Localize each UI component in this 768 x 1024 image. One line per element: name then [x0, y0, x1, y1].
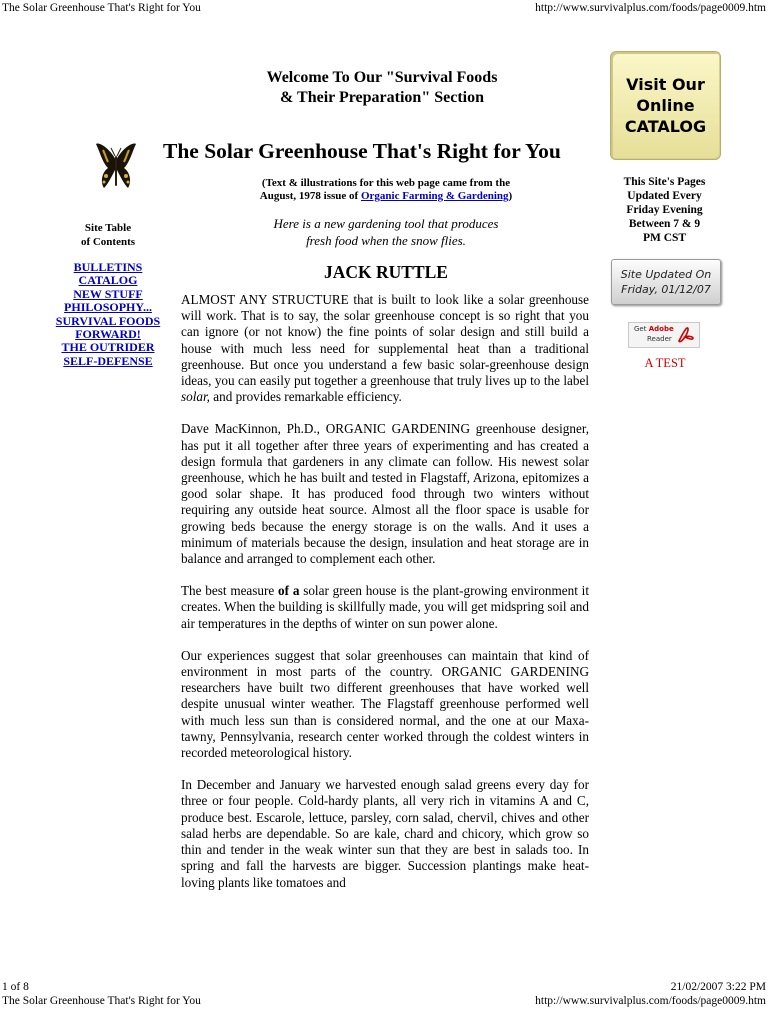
print-header-url: http://www.survivalplus.com/foods/page0009.htm — [535, 2, 766, 14]
update-line: Updated Every — [627, 190, 702, 202]
adobe-brand-label: Adobe — [648, 325, 674, 333]
welcome-line-2: & Their Preparation" Section — [280, 89, 484, 106]
visit-catalog-button[interactable] — [610, 51, 721, 160]
toc-link-catalog[interactable]: CATALOG — [78, 273, 138, 288]
update-line: This Site's Pages — [623, 176, 706, 188]
toc-link-forward[interactable]: FORWARD! — [75, 327, 141, 342]
article-paragraph — [181, 292, 589, 405]
print-footer-url: http://www.survivalplus.com/foods/page0009.htm — [535, 995, 766, 1007]
welcome-line-1: Welcome To Our "Survival Foods — [266, 69, 498, 86]
print-footer-title: The Solar Greenhouse That's Right for You — [2, 995, 201, 1007]
source-note-middle: August, 1978 issue of — [259, 190, 361, 202]
paragraph-text: solar green house is the plant-growing environment it creates. When the building is skillfully made, you will get midspring soil and air temperatures in the depths of winter on sun power alone. — [181, 583, 589, 631]
source-note-prefix: (Text & illustrations for this web page came from the — [261, 177, 511, 189]
catalog-line-3: CATALOG — [624, 117, 707, 136]
bold-of-a: of a — [278, 583, 300, 599]
tagline-line-2: fresh food when the snow flies. — [306, 233, 466, 248]
toc-nav — [48, 261, 168, 368]
source-magazine-link[interactable]: Organic Farming & Gardening — [360, 190, 509, 202]
source-note-suffix: ) — [508, 190, 513, 202]
toc-title-line-2: of Contents — [80, 236, 136, 248]
toc-link-survival-foods[interactable]: SURVIVAL FOODS — [55, 313, 161, 328]
updated-badge-line-1: Site Updated On — [620, 268, 712, 281]
update-line: Friday Evening — [626, 204, 703, 216]
emphasis-solar: solar, — [181, 389, 210, 405]
adobe-reader-icon — [676, 325, 696, 345]
update-line: Between 7 & 9 — [628, 218, 701, 230]
catalog-line-1: Visit Our — [626, 75, 705, 94]
paragraph-text: The best measure — [181, 583, 279, 599]
toc-link-new-stuff[interactable]: NEW STUFF — [73, 286, 143, 301]
welcome-heading — [212, 68, 552, 108]
update-schedule-note — [610, 175, 719, 245]
print-header-title: The Solar Greenhouse That's Right for You — [2, 2, 201, 14]
toc-link-self-defense[interactable]: SELF-DEFENSE — [63, 353, 153, 368]
print-footer-page: 1 of 8 — [2, 981, 29, 993]
toc-link-philosophy[interactable]: PHILOSOPHY... — [64, 300, 152, 315]
article-paragraph: Our experiences suggest that solar greenhouses can maintain that kind of environment in most parts of the country. ORGANIC GARDENING researchers have built two different greenhouses that have worked well despite unusual winter weather. The Flagstaff greenhouse performed well with much less sun than is considered normal, and the one at our Maxa-tawny, Pennsylvania, research center worked through the coldest winters in recorded meteorological history. — [181, 647, 589, 761]
catalog-line-2: Online — [636, 96, 695, 115]
site-updated-badge — [611, 259, 721, 305]
get-adobe-reader-button[interactable] — [628, 322, 700, 348]
tagline-line-1: Here is a new gardening tool that produces — [273, 216, 499, 231]
test-label: A TEST — [644, 356, 686, 370]
toc-link-the-outrider[interactable]: THE OUTRIDER — [61, 340, 155, 355]
butterfly-icon — [94, 140, 138, 196]
adobe-get-text — [634, 325, 674, 334]
article-paragraph: In December and January we harvested enough salad greens every day for three or four people. Cold-hardy plants, all very rich in vitamins A and C, produce best. Escarole, lettuce, parsley, corn salad, chervil, chives and other salad herbs are dependable. So are kale, chard and chicory, which grow so thin and tender in the weak winter sun that they are best in salads too. In spring and fall the harvests are bigger. Succession plantings make heat-loving plants like tomatoes and — [181, 777, 589, 890]
toc-title-line-1: Site Table — [84, 222, 132, 234]
page-title: The Solar Greenhouse That's Right for You — [163, 139, 561, 163]
adobe-reader-label: Reader — [647, 335, 672, 343]
article-paragraph — [181, 583, 589, 632]
article-paragraph: Dave MacKinnon, Ph.D., ORGANIC GARDENING greenhouse designer, has put it all together after three years of experimenting and has created a design formula that gardeners in any climate can follow. His newest solar greenhouse, which he has built and tested in Flagstaff, Arizona, epitomizes a good solar shape. It has produced food through two winters without requiring any outside heat source. Almost all the floor space is usable for growing beds because the energy storage is on the walls. And it uses a minimum of materials because the design, insulation and heat storage are in balance and arranged to complement each other. — [181, 421, 589, 567]
paragraph-text: and provides remarkable efficiency. — [209, 389, 402, 405]
author-name: JACK RUTTLE — [324, 262, 448, 282]
adobe-get-label: Get — [634, 325, 647, 333]
paragraph-text: ALMOST ANY STRUCTURE that is built to look like a solar greenhouse will work. That is to say, the solar greenhouse concept is so right that you can ignore (or not know) the fine points of solar design and still build a house with much less need for supplemental heat than a traditional greenhouse. But once you understand a few basic solar-greenhouse design ideas, you can easily put together a greenhouse that truly lives up to the label — [181, 292, 589, 389]
source-note — [236, 177, 536, 203]
print-footer-datetime: 21/02/2007 3:22 PM — [670, 981, 766, 993]
article-body — [181, 292, 589, 907]
toc-title — [58, 221, 158, 249]
updated-badge-line-2: Friday, 01/12/07 — [621, 283, 711, 296]
toc-link-bulletins[interactable]: BULLETINS — [73, 260, 143, 274]
tagline — [236, 215, 536, 249]
update-line: PM CST — [642, 232, 687, 244]
